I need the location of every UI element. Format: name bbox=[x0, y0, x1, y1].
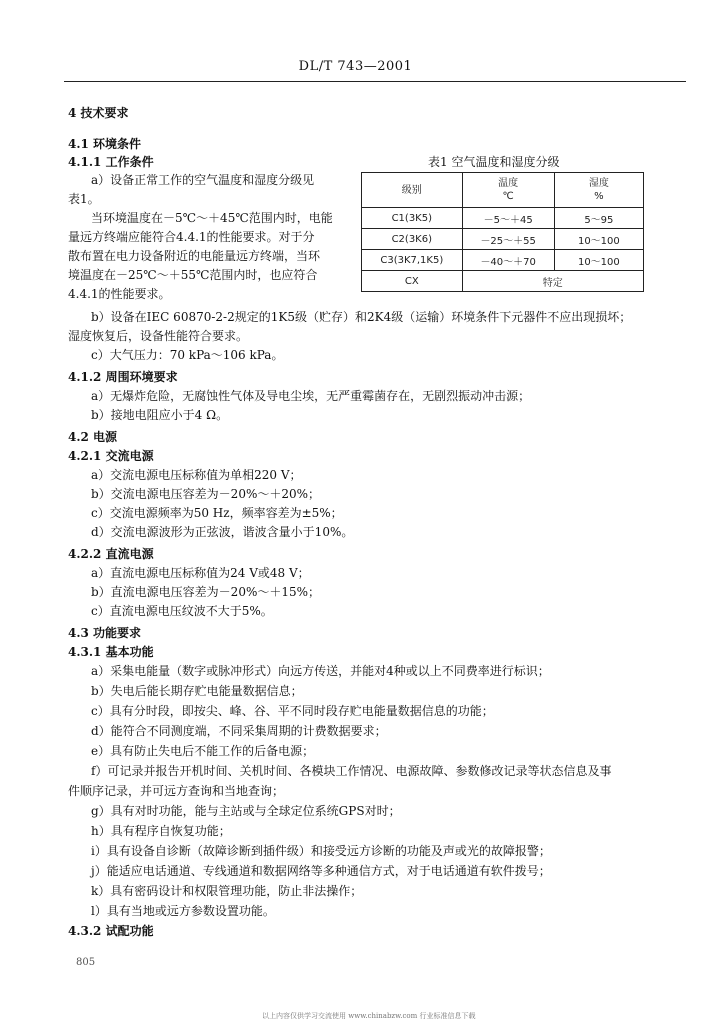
cell-humidity: 10～100 bbox=[554, 250, 643, 271]
cell-level: C2(3K6) bbox=[362, 229, 463, 250]
para-4-1-1-temp-line1: 当环境温度在－5℃～＋45℃范围内时，电能 bbox=[91, 211, 333, 225]
page-number: 805 bbox=[76, 957, 96, 968]
para-4-1-1-temp-line4: 境温度在－25℃～＋55℃范围内时，也应符合 bbox=[68, 268, 318, 282]
para-4-3-1-h: h）具有程序自恢复功能； bbox=[91, 824, 231, 838]
running-header: DL/T 743—2001 bbox=[298, 59, 413, 74]
para-4-3-1-g: g）具有对时功能，能与主站或与全球定位系统GPS对时； bbox=[91, 804, 401, 818]
para-4-1-1-temp-line3: 散布置在电力设备附近的电能量远方终端，当环 bbox=[68, 249, 321, 263]
header-humidity bbox=[554, 173, 643, 208]
para-4-1-2-a: a）无爆炸危险，无腐蚀性气体及导电尘埃，无严重霉菌存在，无剧烈振动冲击源； bbox=[91, 389, 531, 403]
section-4-2-1-title: 4.2.1 交流电源 bbox=[68, 449, 154, 463]
para-4-3-1-e: e）具有防止失电后不能工作的后备电源； bbox=[91, 744, 315, 758]
para-4-3-1-k: k）具有密码设计和权限管理功能，防止非法操作； bbox=[91, 884, 363, 898]
table-row bbox=[362, 250, 644, 271]
para-4-1-1-b-line2: 湿度恢复后，设备性能符合要求。 bbox=[68, 329, 249, 343]
header-temperature bbox=[462, 173, 554, 208]
para-4-2-1-a: a）交流电源电压标称值为单相220 V； bbox=[91, 468, 302, 482]
section-4-3-2-title: 4.3.2 试配功能 bbox=[68, 924, 154, 938]
cell-temperature: －25～＋55 bbox=[462, 229, 554, 250]
para-4-3-1-j: j）能适应电话通道、专线通道和数据网络等多种通信方式，对于电话通道有软件拨号； bbox=[91, 864, 551, 878]
cell-temperature: －40～＋70 bbox=[462, 250, 554, 271]
para-4-2-2-b: b）直流电源电压容差为－20%～＋15%； bbox=[91, 585, 321, 599]
para-4-1-1-a-line2: 表1。 bbox=[68, 192, 100, 206]
para-4-1-1-temp-line5: 4.4.1的性能要求。 bbox=[68, 287, 171, 301]
header-temperature-name: 温度 bbox=[498, 178, 519, 189]
cell-humidity: 10～100 bbox=[554, 229, 643, 250]
section-4-2-title: 4.2 电源 bbox=[68, 430, 118, 444]
section-4-3-1-title: 4.3.1 基本功能 bbox=[68, 645, 154, 659]
para-4-1-1-temp-line2: 量远方终端应能符合4.4.1的性能要求。对于分 bbox=[68, 230, 315, 244]
header-humidity-unit: % bbox=[594, 191, 604, 202]
table-row bbox=[362, 229, 644, 250]
cell-humidity: 5～95 bbox=[554, 208, 643, 229]
section-4-title: 4 技术要求 bbox=[68, 106, 129, 120]
para-4-2-1-d: d）交流电源波形为正弦波，谐波含量小于10%。 bbox=[91, 525, 354, 539]
table-1 bbox=[361, 172, 644, 292]
cell-special: 特定 bbox=[462, 271, 643, 292]
para-4-2-1-c: c）交流电源频率为50 Hz，频率容差为±5%； bbox=[91, 506, 343, 520]
para-4-1-1-c: c）大气压力：70 kPa～106 kPa。 bbox=[91, 348, 284, 362]
table-row bbox=[362, 208, 644, 229]
para-4-3-1-f-line1: f）可记录并报告开机时间、关机时间、各模块工作情况、电源故障、参数修改记录等状态信息及事 bbox=[91, 764, 612, 778]
section-4-1-title: 4.1 环境条件 bbox=[68, 137, 142, 151]
para-4-3-1-l: l）具有当地或远方参数设置功能。 bbox=[91, 904, 275, 918]
section-4-1-1-title: 4.1.1 工作条件 bbox=[68, 155, 154, 169]
para-4-3-1-b: b）失电后能长期存贮电能量数据信息； bbox=[91, 684, 303, 698]
section-4-1-2-title: 4.1.2 周围环境要求 bbox=[68, 370, 178, 384]
para-4-1-1-a-line1: a）设备正常工作的空气温度和湿度分级见 bbox=[91, 173, 315, 187]
footer-watermark: 以上内容仅供学习交流使用 www.chinabzw.com 行业标准信息下载 bbox=[262, 1012, 476, 1020]
para-4-1-1-b-line1: b）设备在IEC 60870-2-2规定的1K5级（贮存）和2K4级（运输）环境条件下元器件不应出现损坏； bbox=[91, 310, 632, 324]
header-level: 级别 bbox=[362, 173, 463, 208]
para-4-2-2-a: a）直流电源电压标称值为24 V或48 V； bbox=[91, 566, 310, 580]
header-humidity-name: 湿度 bbox=[588, 178, 609, 189]
para-4-3-1-c: c）具有分时段，即按尖、峰、谷、平不同时段存贮电能量数据信息的功能； bbox=[91, 704, 494, 718]
para-4-3-1-d: d）能符合不同测度端，不同采集周期的计费数据要求； bbox=[91, 724, 387, 738]
section-4-3-title: 4.3 功能要求 bbox=[68, 626, 142, 640]
para-4-1-2-b: b）接地电阻应小于4 Ω。 bbox=[91, 408, 229, 422]
para-4-2-1-b: b）交流电源电压容差为－20%～＋20%； bbox=[91, 487, 321, 501]
cell-level: C3(3K7,1K5) bbox=[362, 250, 463, 271]
cell-level: C1(3K5) bbox=[362, 208, 463, 229]
table-row bbox=[362, 271, 644, 292]
para-4-3-1-f-line2: 件顺序记录，并可远方查询和当地查询； bbox=[68, 784, 285, 798]
header-temperature-unit: ℃ bbox=[502, 191, 514, 202]
header-rule bbox=[64, 81, 686, 82]
cell-level: CX bbox=[362, 271, 463, 292]
table-header-row bbox=[362, 173, 644, 208]
para-4-2-2-c: c）直流电源电压纹波不大于5%。 bbox=[91, 604, 273, 618]
para-4-3-1-a: a）采集电能量（数字或脉冲形式）向远方传送，并能对4种或以上不同费率进行标识； bbox=[91, 664, 550, 678]
table-1-caption: 表1 空气温度和湿度分级 bbox=[428, 155, 560, 169]
para-4-3-1-i: i）具有设备自诊断（故障诊断到插件级）和接受远方诊断的功能及声或光的故障报警； bbox=[91, 844, 551, 858]
section-4-2-2-title: 4.2.2 直流电源 bbox=[68, 547, 154, 561]
cell-temperature: －5～＋45 bbox=[462, 208, 554, 229]
